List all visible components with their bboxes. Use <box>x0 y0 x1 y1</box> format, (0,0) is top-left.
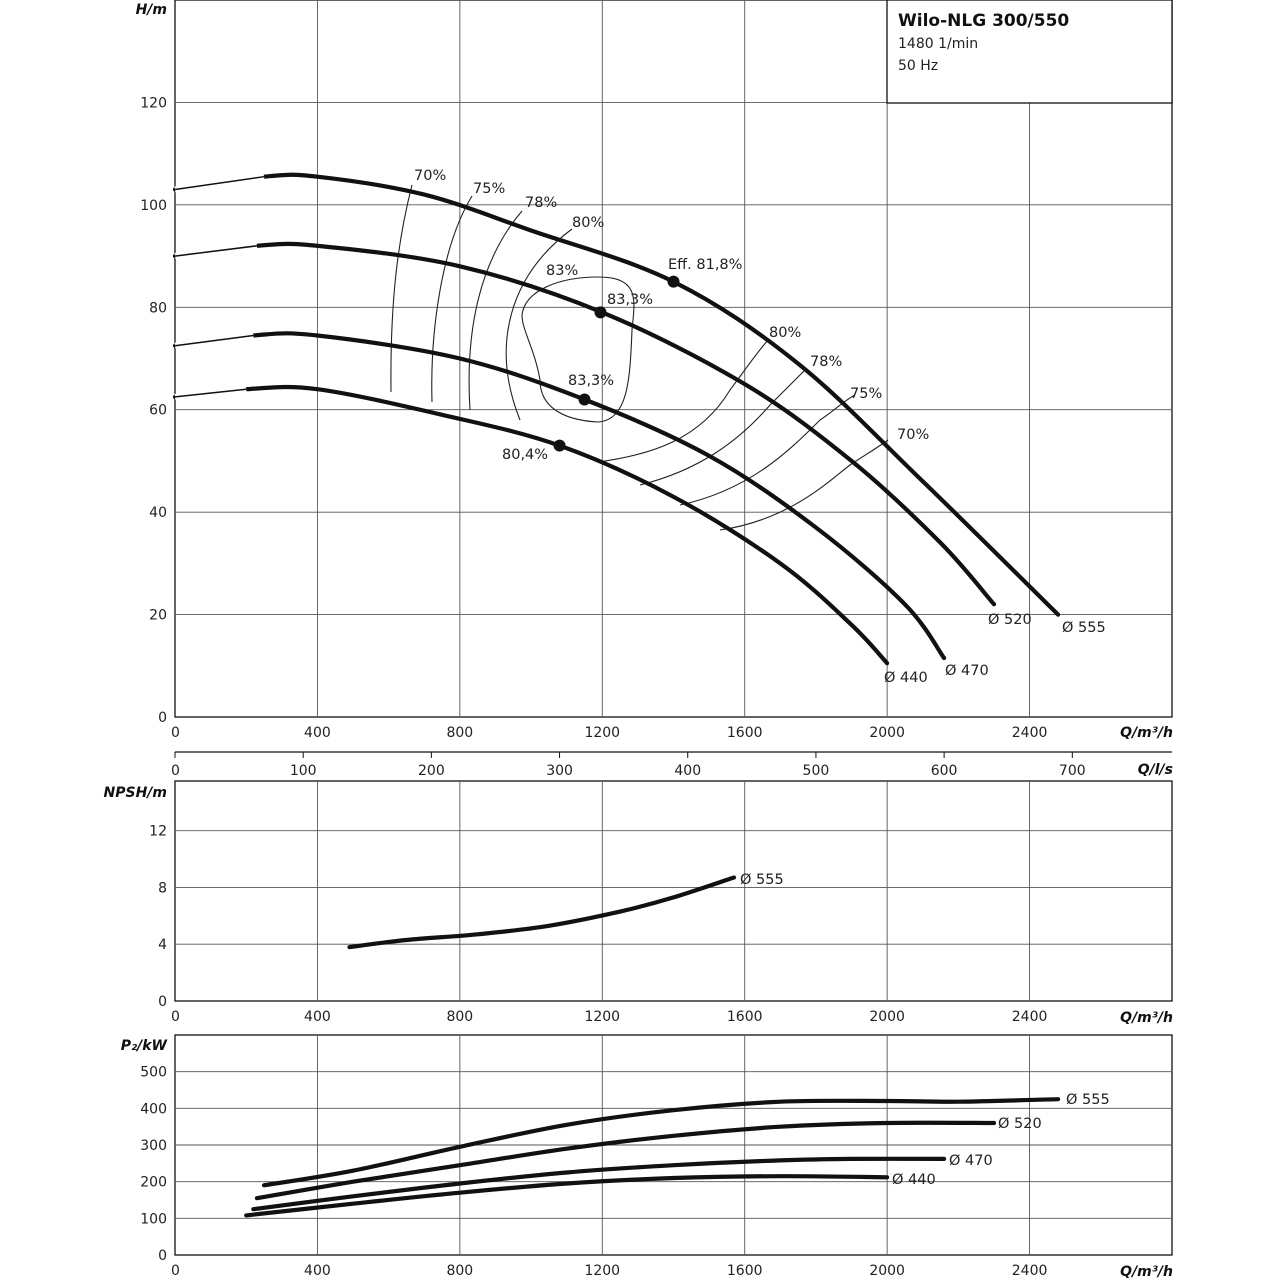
head-curve-label-440: Ø 440 <box>884 670 928 686</box>
iso-label-83: 83% <box>546 263 579 279</box>
power-curve-label-555: Ø 555 <box>1066 1092 1110 1108</box>
iso-label-78-right: 78% <box>810 354 843 370</box>
head-curve-label-520: Ø 520 <box>988 612 1032 628</box>
iso-line-75-right <box>680 395 855 505</box>
power-x-axis-label: Q/m³/h <box>1120 1264 1173 1280</box>
head-grid <box>175 0 1172 717</box>
flow-ls-axis-label: Q/l/s <box>1137 762 1173 778</box>
ls-x-tick-400: 400 <box>674 763 702 779</box>
power-y-tick-100: 100 <box>140 1211 167 1228</box>
head-y-tick-40: 40 <box>149 505 167 522</box>
head-y-tick-0: 0 <box>158 710 167 726</box>
iso-line-75-left <box>432 196 472 402</box>
head-y-tick-120: 120 <box>140 95 167 112</box>
npsh-chart-frame <box>175 781 1172 1001</box>
npsh-curve-555 <box>350 878 735 948</box>
npsh-grid <box>175 781 1172 1001</box>
npsh-x-tick-1600: 1600 <box>726 1009 763 1025</box>
power-y-tick-200: 200 <box>140 1174 167 1191</box>
ls-x-tick-600: 600 <box>930 763 958 779</box>
efficiency-point-2 <box>578 393 590 405</box>
power-y-tick-500: 500 <box>140 1064 167 1081</box>
iso-label-80-left: 80% <box>572 215 605 231</box>
head-curves <box>175 175 1058 663</box>
head-curve-470 <box>175 333 944 658</box>
power-curve-label-520: Ø 520 <box>998 1116 1042 1132</box>
npsh-x-tick-400: 400 <box>304 1009 331 1025</box>
power-curves <box>246 1099 1058 1215</box>
head-curve-555 <box>175 175 1058 615</box>
head-x-tick-800: 800 <box>446 725 474 741</box>
iso-label-75-right: 75% <box>850 386 883 402</box>
npsh-x-tick-2400: 2400 <box>1011 1009 1048 1025</box>
iso-label-70-right: 70% <box>897 427 930 443</box>
ls-x-tick-300: 300 <box>546 763 573 779</box>
npsh-y-tick-4: 4 <box>158 937 167 954</box>
power-y-axis-label: P₂/kW <box>120 1038 167 1054</box>
ls-x-tick-0: 0 <box>171 763 180 779</box>
head-x-tick-2400: 2400 <box>1011 725 1048 741</box>
npsh-x-tick-2000: 2000 <box>869 1009 905 1025</box>
head-y-tick-20: 20 <box>149 607 167 624</box>
npsh-y-tick-8: 8 <box>158 880 167 897</box>
power-curve-label-470: Ø 470 <box>949 1153 993 1169</box>
head-chart-frame <box>175 0 1172 717</box>
efficiency-point-1 <box>595 306 607 318</box>
npsh-y-axis-label: NPSH/m <box>103 785 167 801</box>
efficiency-point-0 <box>668 276 680 288</box>
iso-label-78-left: 78% <box>525 195 558 211</box>
npsh-y-tick-0: 0 <box>158 994 167 1010</box>
npsh-y-tick-12: 12 <box>149 823 167 840</box>
head-y-tick-80: 80 <box>149 300 167 317</box>
eff-point-label-440: 80,4% <box>502 447 549 463</box>
power-y-tick-400: 400 <box>140 1101 167 1118</box>
power-x-tick-1600: 1600 <box>726 1263 763 1279</box>
head-curve-440 <box>175 387 887 663</box>
ls-x-tick-200: 200 <box>418 763 445 779</box>
iso-label-80-right: 80% <box>769 325 802 341</box>
iso-label-70-left: 70% <box>414 168 447 184</box>
ls-x-tick-100: 100 <box>289 763 317 779</box>
npsh-x-tick-0: 0 <box>171 1009 180 1025</box>
power-y-tick-0: 0 <box>158 1248 167 1264</box>
power-x-tick-0: 0 <box>171 1263 180 1279</box>
power-grid <box>175 1035 1172 1255</box>
head-x-tick-2000: 2000 <box>869 725 905 741</box>
power-curve-555 <box>264 1099 1058 1185</box>
npsh-x-tick-800: 800 <box>446 1009 474 1025</box>
chart-title: Wilo-NLG 300/550 <box>898 11 1070 31</box>
head-curve-start-555 <box>175 177 264 190</box>
power-curve-label-440: Ø 440 <box>892 1172 936 1188</box>
efficiency-point-3 <box>554 440 566 452</box>
power-x-tick-400: 400 <box>304 1263 331 1279</box>
head-x-tick-0: 0 <box>171 725 180 741</box>
speed-label: 1480 1/min <box>898 36 979 52</box>
npsh-x-tick-1200: 1200 <box>584 1009 621 1025</box>
npsh-curve-label-555: Ø 555 <box>740 872 784 888</box>
frequency-label: 50 Hz <box>898 58 939 74</box>
ls-x-tick-500: 500 <box>802 763 830 779</box>
head-curve-520 <box>175 244 994 604</box>
eff-point-label-470: 83,3% <box>568 373 615 389</box>
head-x-axis-label: Q/m³/h <box>1120 725 1173 741</box>
iso-label-75-left: 75% <box>473 181 506 197</box>
iso-line-78-left <box>469 211 522 410</box>
head-x-tick-1600: 1600 <box>726 725 763 741</box>
power-x-tick-2400: 2400 <box>1011 1263 1048 1279</box>
head-x-tick-1200: 1200 <box>584 725 621 741</box>
head-curve-start-520 <box>175 246 257 256</box>
power-x-tick-2000: 2000 <box>869 1263 905 1279</box>
npsh-curves <box>350 878 735 948</box>
head-curve-label-555: Ø 555 <box>1062 620 1106 636</box>
head-y-tick-60: 60 <box>149 402 167 419</box>
head-x-tick-400: 400 <box>304 725 331 741</box>
head-curve-label-470: Ø 470 <box>945 663 989 679</box>
power-x-tick-800: 800 <box>446 1263 474 1279</box>
iso-line-78-right <box>640 370 805 485</box>
iso-line-70-left <box>391 185 412 392</box>
head-y-axis-label: H/m <box>135 2 167 18</box>
power-y-tick-300: 300 <box>140 1138 167 1154</box>
eff-point-label-520: 83,3% <box>607 292 654 308</box>
power-x-tick-1200: 1200 <box>584 1263 621 1279</box>
head-y-tick-100: 100 <box>140 197 167 214</box>
ls-x-tick-700: 700 <box>1058 763 1086 779</box>
eff-point-label-555: Eff. 81,8% <box>668 257 743 273</box>
npsh-x-axis-label: Q/m³/h <box>1120 1010 1173 1026</box>
head-curve-start-470 <box>175 335 253 345</box>
